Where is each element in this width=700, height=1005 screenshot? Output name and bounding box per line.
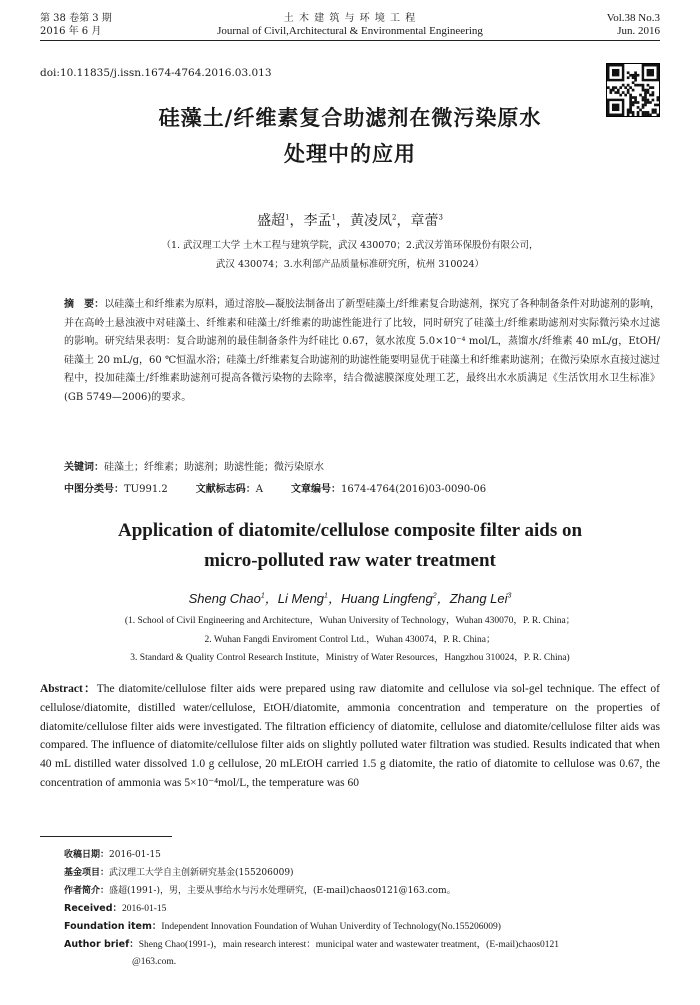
fund-en-label: Foundation item： [64,921,162,932]
abstract-en [40,680,660,793]
keywords-cn-text: 硅藻土；纤维素；助滤剂；助滤性能；微污染原水 [104,462,324,473]
authors-cn [40,210,660,230]
journal-volume-en [607,12,660,38]
classification-line [64,480,660,495]
journal-name-cn: 土 木 建 筑 与 环 境 工 程 [283,13,417,24]
journal-name-en: Journal of Civil,Architectural & Environmental Engineering [217,25,483,37]
author-cn-value: 盛超(1991-)，男，主要从事给水与污水处理研究，(E-mail)chaos0121@163.com。 [109,886,456,896]
doi[interactable]: doi:10.11835/j.issn.1674-4764.2016.03.013 [40,67,272,79]
article-title-cn [40,100,660,172]
abstract-cn-label: 摘 要： [64,299,105,310]
received-cn-label: 收稿日期： [64,850,110,860]
author-cn: 盛超$^1$， [257,213,304,229]
received-en-value: 2016-01-15 [122,904,167,914]
author-cn: 黄凌凤$^2$， [350,213,411,229]
abstract-cn-text: 以硅藻土和纤维素为原料，通过溶胶—凝胶法制备出了新型硅藻土/纤维素复合助滤剂，探究了各种制备条件对助滤剂的影响，并在高岭土悬浊液中对硅藻土、纤维素和硅藻土/纤维素的助滤性能进行了比较，同时研究了硅藻土/纤维素助滤剂对实际微污染水过滤的影响。研究结果表明：复合助滤剂的最佳制备条件为纤硅比 0.67，氨水浓度 5.0×10⁻⁴ mol/L，蒸馏水/纤维素 40 mL/g，EtOH/硅藻土 20 mL/g，60 ℃恒温水浴；硅藻土/纤维素复合助滤剂的助滤性能要明显优于硅藻土和纤维素助滤剂；在微污染原水直接过滤过程中，投加硅藻土/纤维素助滤剂可提高各微污染物的去除率，结合微滤膜深度处理工艺，最终出水水质满足《生活饮用水卫生标准》(GB 5749—2006)的要求。 [64,299,661,403]
fund-cn-value: 武汉理工大学自主创新研究基金(155206009) [109,868,294,878]
author-en: Zhang Lei$^3$ [449,591,512,606]
volume-issue-cn: 第 38 卷第 3 期 [40,13,112,24]
footnote-author-en [64,938,664,952]
affiliations-en [40,612,660,668]
doc-code-value: A [255,484,263,495]
article-number-value: 1674-4764(2016)03-0090-06 [340,484,487,495]
received-en-label: Received： [64,903,123,914]
affiliation-cn-line2: 武汉 430074；3.水利部产品质量标准研究所，杭州 310024） [215,259,485,270]
keywords-cn-label: 关键词： [64,462,104,473]
journal-volume-issue [40,12,112,38]
author-en-value: Sheng Chao(1991-)，main research interest：municipal water and wastewater treatment，(E-mail)chaos0121 [138,940,559,950]
affiliation-en-line2: 2. Wuhan Fangdi Enviroment Control Ltd.，Wuhan 430074，P. R. China； [204,634,496,645]
doc-code-label: 文献标志码： [195,484,256,495]
clc-label: 中图分类号： [64,484,124,495]
footnote-received-en [64,902,664,916]
fund-cn-label: 基金项目： [64,868,110,878]
title-en-line1: Application of diatomite/cellulose composite filter aids on [117,520,583,541]
journal-name [150,12,550,38]
title-en-line2: micro-polluted raw water treatment [204,550,496,571]
footnote-fund-cn [64,866,664,880]
authors-en [40,588,660,607]
title-cn-line1: 硅藻土/纤维素复合助滤剂在微污染原水 [158,105,542,130]
author-cn: 李孟$^1$， [303,213,350,229]
fund-en-value: Independent Innovation Foundation of Wuhan Univerdity of Technology(No.155206009) [161,922,501,932]
author-en-label: Author brief： [64,939,139,950]
article-number-label: 文章编号： [290,484,341,495]
footnote-fund-en [64,920,664,934]
article-title-en [40,516,660,576]
abstract-en-text: The diatomite/cellulose filter aids were prepared using raw diatomite and cellulose via sol-gel technique. The effect of cellulose/diatomite, distilled water/cellulose, EtOH/diatomite, ammonia concentration and temperature on the properties of diatomite/cellulose filter aids were investigated. The filtration efficiency of diatomite, cellulose and diatomite/cellulose filter aids was compared. The influence of diatomite/cellulose filter aids on slightly polluted water filtration was studied. Results indicated that when 40 mL distilled water dissolved 1.0 g cellulose, 20 mLEtOH carried 1.5 g diatomite, the ratio of diatomite to cellulose was 0.67, the concentration of ammonia was 5×10⁻⁴mol/L, the temperature was 60 [40,683,660,789]
affiliation-en-line1: (1. School of Civil Engineering and Architecture，Wuhan University of Technology，Wuhan 430070，P. R. China； [124,616,576,626]
keywords-cn [64,458,660,473]
date-cn: 2016 年 6 月 [40,26,102,37]
title-cn-line2: 处理中的应用 [284,141,416,166]
affiliation-cn-line1: （1. 武汉理工大学 土木工程与建筑学院，武汉 430070；2.武汉芳笛环保股份有限公司， [161,240,539,251]
received-cn-value: 2016-01-15 [109,850,161,860]
author-en: Huang Lingfeng$^2$， [340,591,450,606]
volume-issue-en: Vol.38 No.3 [606,12,660,24]
clc-value: TU991.2 [124,484,168,495]
abstract-en-label: Abstract： [40,683,97,695]
affiliation-en-line3: 3. Standard & Quality Control Research Institute，Ministry of Water Resources，Hangzhou 310024，P. R. China) [130,653,570,663]
author-cn: 章蕾$^3$ [410,213,443,229]
abstract-cn [64,296,660,407]
author-en: Li Meng$^1$， [277,591,341,606]
footnote-rule [40,836,172,837]
footnote-received-cn [64,848,664,862]
footnote-author-en-cont: @163.com. [132,957,177,967]
author-en: Sheng Chao$^1$， [188,591,278,606]
header-rule [40,40,660,41]
date-en: Jun. 2016 [617,25,660,37]
footnote-author-cn [64,884,664,898]
author-cn-label: 作者简介： [64,886,110,896]
affiliations-cn [40,236,660,274]
